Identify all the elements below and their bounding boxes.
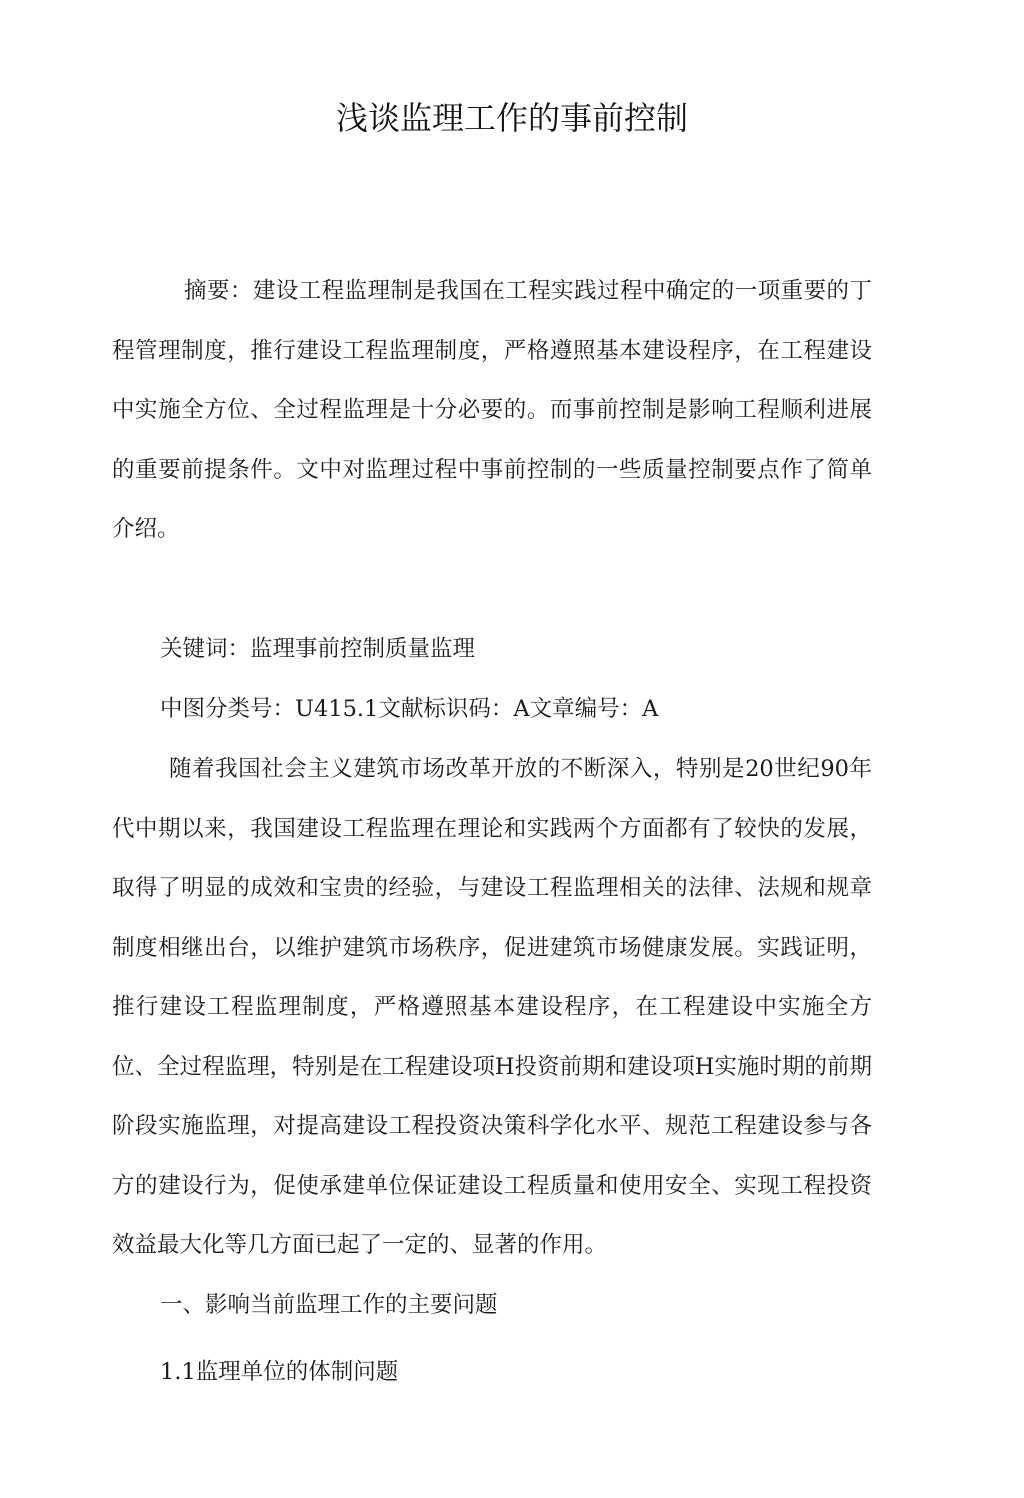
document-title: 浅谈监理工作的事前控制 xyxy=(335,99,688,137)
keywords-line: 关键词：监理事前控制质量监理 xyxy=(160,636,476,662)
subsection-heading: 1.1监理单位的体制问题 xyxy=(160,1359,399,1385)
classification-line: 中图分类号：U415.1文献标识码：A文章编号：A xyxy=(160,696,659,722)
abstract-paragraph: 摘要：建设工程监理制是我国在工程实践过程中确定的一项重要的丁程管理制度，推行建设工程监理制度，严格遵照基本建设程序，在工程建设中实施全方位、全过程监理是十分必要的。而事前控制是影响工程顺利进展的重要前提条件。文中对监理过程中事前控制的一些质量控制要点作了简单介绍。 xyxy=(112,278,872,542)
body-paragraph: 随着我国社会主义建筑市场改革开放的不断深入，特别是20世纪90年代中期以来，我国建设工程监理在理论和实践两个方面都有了较快的发展，取得了明显的成效和宝贵的经验，与建设工程监理相关的法律、法规和规章制度相继出台，以维护建筑市场秩序，促进建筑市场健康发展。实践证明，推行建设工程监理制度，严格遵照基本建设程序，在工程建设中实施全方位、全过程监理，特别是在工程建设项H投资前期和建设项H实施时期的前期阶段实施监理，对提高建设工程投资决策科学化水平、规范工程建设参与各方的建设行为，促使承建单位保证建设工程质量和使用安全、实现工程投资效益最大化等几方面已起了一定的、显著的作用。 xyxy=(112,756,872,1258)
section-heading: 一、影响当前监理工作的主要问题 xyxy=(160,1292,498,1318)
